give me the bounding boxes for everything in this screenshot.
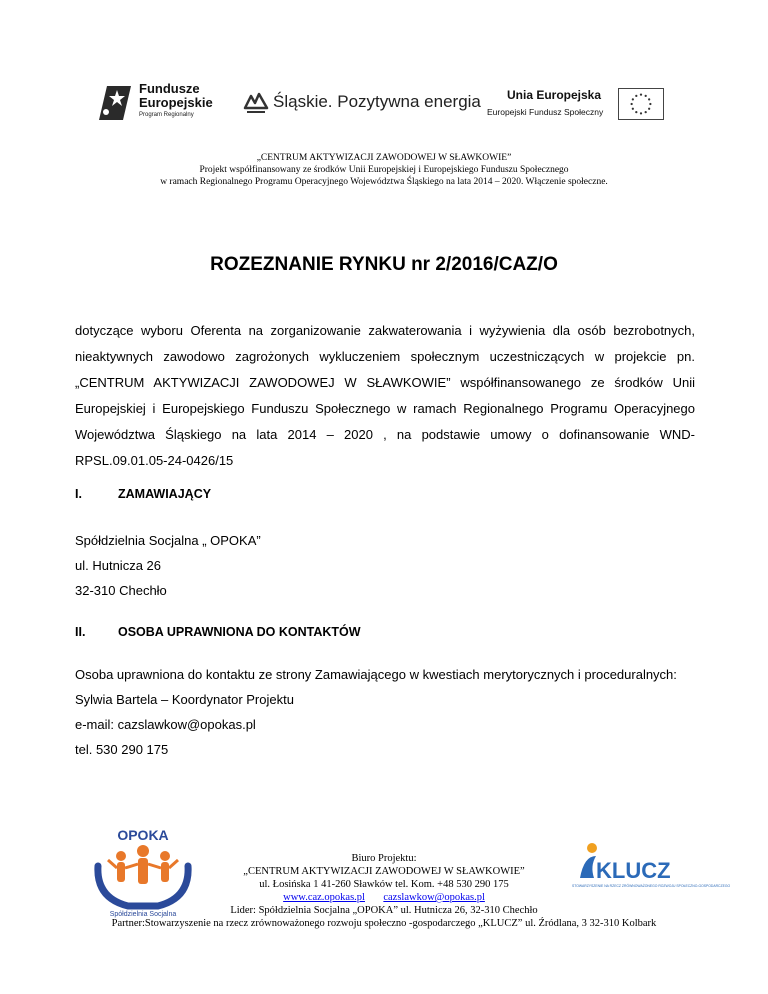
slaskie-logo <box>243 88 481 118</box>
unia-europejska-logo <box>485 88 665 128</box>
orderer-street: ul. Hutnicza 26 <box>75 558 161 573</box>
footer-line3: ul. Łosińska 1 41-260 Sławków tel. Kom. +48 530 290 175 <box>259 879 509 890</box>
klucz-name: KLUCZ <box>596 858 671 883</box>
fundusze-line2: Europejskie <box>139 95 213 110</box>
fundusze-europejskie-text <box>139 82 213 110</box>
footer-links <box>0 891 768 904</box>
header-line3: w ramach Regionalnego Programu Operacyjnego Województwa Śląskiego na lata 2014 – 2020. Włączenie społeczne. <box>160 177 608 187</box>
project-header <box>0 152 768 188</box>
footer-line2: „CENTRUM AKTYWIZACJI ZAWODOWEJ W SŁAWKOWIE” <box>243 866 525 877</box>
contact-phone: tel. 530 290 175 <box>75 742 169 757</box>
ue-sub: Europejski Fundusz Społeczny <box>487 107 604 117</box>
contact-email: e-mail: cazslawkow@opokas.pl <box>75 717 256 732</box>
footer <box>0 852 768 930</box>
footer-website-link[interactable]: www.caz.opokas.pl <box>283 892 365 903</box>
header-line2: Projekt współfinansowany ze środków Unii Europejskiej i Europejskiego Funduszu Społecznego <box>199 165 569 175</box>
footer-line1: Biuro Projektu: <box>351 853 417 864</box>
section1-title: ZAMAWIAJĄCY <box>118 487 212 501</box>
orderer-name: Spółdzielnia Socjalna „ OPOKA” <box>75 533 261 548</box>
opoka-sub: Spółdzielnia Socjalna <box>109 911 177 918</box>
section2-title: OSOBA UPRAWNIONA DO KONTAKTÓW <box>118 625 361 639</box>
footer-line5: Lider: Spółdzielnia Socjalna „OPOKA” ul. Hutnicza 26, 32-310 Chechło <box>230 905 538 916</box>
fundusze-line1: Fundusze <box>139 81 200 96</box>
contact-person: Sylwia Bartela – Koordynator Projektu <box>75 692 294 707</box>
fundusze-europejskie-mark-icon <box>95 82 135 122</box>
orderer-city: 32-310 Chechło <box>75 583 167 598</box>
fundusze-europejskie-logo <box>95 76 215 132</box>
opoka-name: OPOKA <box>117 827 169 843</box>
klucz-sub: STOWARZYSZENIE NA RZECZ ZRÓWNOWAŻONEGO ROZWOJU SPOŁECZNO-GOSPODARCZEGO <box>572 884 731 888</box>
intro-paragraph: dotyczące wyboru Oferenta na zorganizowanie zakwaterowania i wyżywienia dla osób bezrobotnych, nieaktywnych zawodowo zagrożonych wykluczeniem społecznym uczestniczących w projekcie pn. „CENTRUM AKTYWIZACJI ZAWODOWEJ W SŁAWKOWIE” współfinansowanego ze środków Unii Europejskiej i Europejskiego Funduszu Społecznego w ramach Regionalnego Programu Operacyjnego Województwa Śląskiego na lata 2014 – 2020 , na podstawie umowy o dofinansowanie WND-RPSL.09.01.05-24-0426/15 <box>75 323 695 468</box>
footer-line6: Partner:Stowarzyszenie na rzecz zrównoważonego rozwoju społeczno -gospodarczego „KLUCZ” ul. Źródlana, 3 32-310 Kolbark <box>111 918 657 929</box>
footer-email-link[interactable]: cazslawkow@opokas.pl <box>383 892 485 903</box>
slaskie-bird-icon <box>243 90 269 116</box>
ue-title: Unia Europejska <box>507 88 602 102</box>
section1-number: I. <box>75 487 82 501</box>
eu-flag-icon <box>618 88 664 120</box>
header-line1: „CENTRUM AKTYWIZACJI ZAWODOWEJ W SŁAWKOWIE” <box>256 153 512 163</box>
section2-number: II. <box>75 625 86 639</box>
slaskie-text: Śląskie. Pozytywna energia <box>273 92 481 111</box>
fundusze-sub: Program Regionalny <box>139 112 194 118</box>
contact-block <box>75 662 695 762</box>
document-title: ROZEZNANIE RYNKU nr 2/2016/CAZ/O <box>210 254 558 275</box>
contact-description: Osoba uprawniona do kontaktu ze strony Zamawiającego w kwestiach merytorycznych i proceduralnych: <box>75 667 677 682</box>
